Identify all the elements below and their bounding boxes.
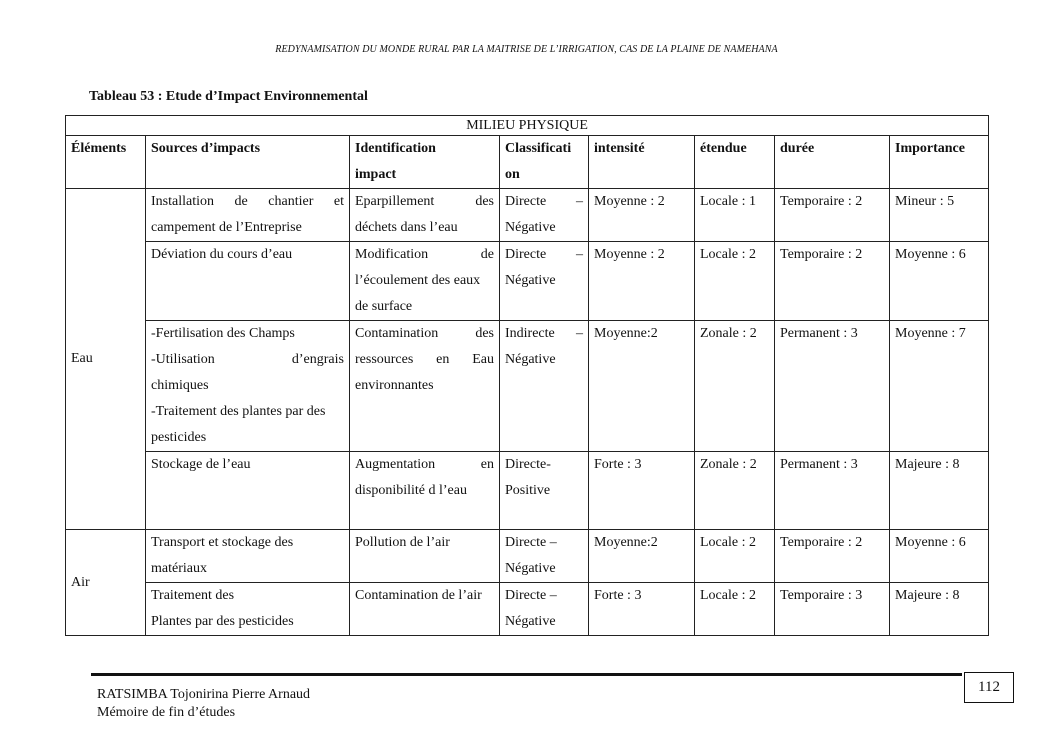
element-cell-air: Air [66,530,146,636]
classification-cell [500,242,589,321]
intensite-cell: Moyenne:2 [589,530,695,583]
classification-cell [500,452,589,530]
column-header-classification [500,136,589,189]
importance-cell: Majeure : 8 [890,583,989,636]
cell-line: chimiques [151,378,209,393]
footer-document: Mémoire de fin d’études [97,705,236,720]
column-header-elements: Éléments [66,136,146,189]
column-header-identification-line: impact [355,167,397,182]
table-row [66,321,989,452]
column-header-etendue: étendue [695,136,775,189]
cell-line: disponibilité d l’eau [355,483,467,498]
table-row [66,530,989,583]
column-header-classification-line: on [505,167,520,182]
column-header-sources: Sources d’impacts [146,136,350,189]
running-header: REDYNAMISATION DU MONDE RURAL PAR LA MAITRISE DE L’IRRIGATION, CAS DE LA PLAINE DE NAMEHANA [275,44,778,55]
classification-cell [500,321,589,452]
cell-line: ressources en Eau [355,352,494,367]
cell-line: Indirecte – [505,326,583,341]
importance-cell: Moyenne : 6 [890,530,989,583]
etendue-cell: Zonale : 2 [695,452,775,530]
cell-line: Négative [505,220,556,235]
classification-cell [500,530,589,583]
source-cell [146,452,350,530]
cell-line: Négative [505,561,556,576]
cell-line: Eparpillement des [355,194,494,209]
table-caption: Tableau 53 : Etude d’Impact Environnemental [89,89,368,104]
footer-divider [91,673,962,676]
etendue-cell: Locale : 2 [695,242,775,321]
column-header-identification-line: Identification [355,141,436,156]
column-header-classification-line: Classificati [505,141,572,156]
table-row [66,452,989,530]
cell-line: l’écoulement des eaux [355,273,481,288]
identification-cell [350,321,500,452]
impact-table [65,115,989,636]
intensite-cell: Moyenne : 2 [589,242,695,321]
importance-cell: Moyenne : 6 [890,242,989,321]
classification-cell [500,189,589,242]
cell-line: Directe – [505,588,557,603]
cell-line: de surface [355,299,413,314]
classification-cell [500,583,589,636]
cell-line: Stockage de l’eau [151,457,251,472]
cell-line: Transport et stockage des [151,535,294,550]
table-row [66,583,989,636]
column-header-identification [350,136,500,189]
cell-line: Modification de [355,247,494,262]
cell-line: -Traitement des plantes par des [151,404,326,419]
intensite-cell: Moyenne : 2 [589,189,695,242]
column-header-importance: Importance [890,136,989,189]
identification-cell [350,530,500,583]
intensite-cell: Forte : 3 [589,583,695,636]
importance-cell: Mineur : 5 [890,189,989,242]
source-cell [146,189,350,242]
cell-line: pesticides [151,430,207,445]
cell-line: Négative [505,273,556,288]
cell-line: Négative [505,352,556,367]
importance-cell: Majeure : 8 [890,452,989,530]
element-cell-eau: Eau [66,189,146,530]
table-row [66,189,989,242]
cell-line: déchets dans l’eau [355,220,458,235]
cell-line: Contamination des [355,326,494,341]
cell-line: Installation de chantier et [151,194,344,209]
footer-author: RATSIMBA Tojonirina Pierre Arnaud [97,687,311,702]
intensite-cell: Moyenne:2 [589,321,695,452]
cell-line: Plantes par des pesticides [151,614,294,629]
cell-line: campement de l’Entreprise [151,220,302,235]
etendue-cell: Locale : 2 [695,583,775,636]
source-cell [146,242,350,321]
cell-line: Directe- [505,457,551,472]
cell-line: Positive [505,483,551,498]
cell-line: -Utilisation d’engrais [151,352,344,367]
intensite-cell: Forte : 3 [589,452,695,530]
etendue-cell: Locale : 2 [695,530,775,583]
cell-line: Traitement des [151,588,235,603]
etendue-cell: Locale : 1 [695,189,775,242]
cell-line: Contamination de l’air [355,588,482,603]
section-header-row [66,116,989,136]
duree-cell: Temporaire : 2 [775,189,890,242]
source-cell [146,530,350,583]
cell-line: Directe – [505,194,583,209]
section-title: MILIEU PHYSIQUE [66,116,989,136]
cell-line: matériaux [151,561,207,576]
duree-cell: Permanent : 3 [775,321,890,452]
cell-line: Pollution de l’air [355,535,450,550]
identification-cell [350,583,500,636]
importance-cell: Moyenne : 7 [890,321,989,452]
identification-cell [350,452,500,530]
etendue-cell: Zonale : 2 [695,321,775,452]
cell-line: Déviation du cours d’eau [151,247,293,262]
duree-cell: Temporaire : 2 [775,530,890,583]
table-row [66,242,989,321]
duree-cell: Permanent : 3 [775,452,890,530]
identification-cell [350,189,500,242]
cell-line: -Fertilisation des Champs [151,326,295,341]
column-header-row [66,136,989,189]
column-header-intensite: intensité [589,136,695,189]
cell-line: Augmentation en [355,457,494,472]
identification-cell [350,242,500,321]
cell-line: Directe – [505,247,583,262]
column-header-duree: durée [775,136,890,189]
page-number: 112 [964,672,1014,703]
source-cell [146,321,350,452]
source-cell [146,583,350,636]
cell-line: Directe – [505,535,557,550]
duree-cell: Temporaire : 2 [775,242,890,321]
cell-line: Négative [505,614,556,629]
duree-cell: Temporaire : 3 [775,583,890,636]
cell-line: environnantes [355,378,434,393]
